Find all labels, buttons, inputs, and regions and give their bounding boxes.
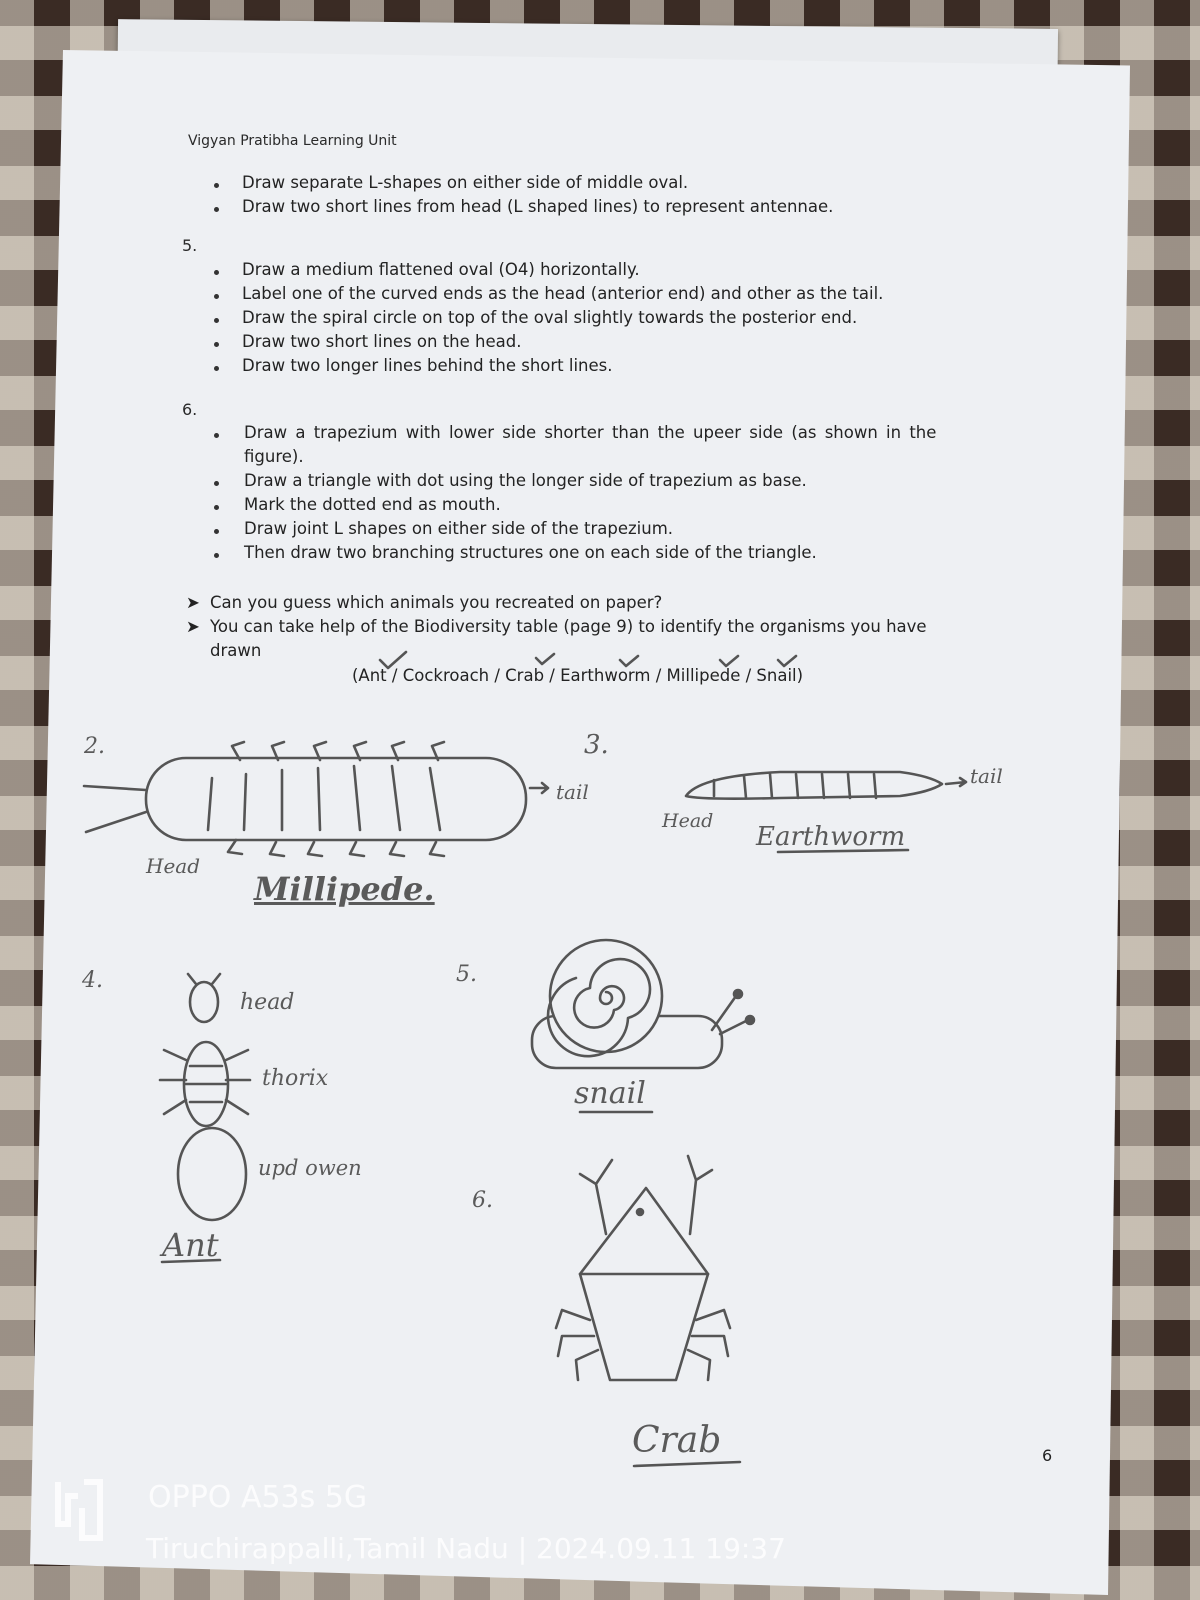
check-mark-icon	[380, 652, 406, 668]
arrow-bullet-icon: ➤	[186, 617, 200, 636]
arrow-icon	[530, 783, 548, 793]
question-line: You can take help of the Biodiversity table (page 9) to identify the organisms you have	[210, 617, 927, 636]
instruction-line: Draw a triangle with dot using the longer side of trapezium as base.	[244, 471, 807, 490]
ant-abdomen-label: upd owen	[258, 1156, 362, 1180]
ant-head	[190, 982, 218, 1022]
handwritten-number: 2.	[84, 734, 105, 759]
ant-abdomen	[178, 1128, 246, 1220]
page-header: Vigyan Pratibha Learning Unit	[188, 133, 397, 149]
ant-head-label: head	[240, 990, 295, 1015]
section-number: 5.	[182, 236, 198, 255]
instruction-line: Draw two longer lines behind the short lines.	[242, 356, 613, 375]
handwritten-number: 4.	[82, 968, 103, 993]
arrow-bullet-icon: ➤	[186, 593, 200, 612]
crab-legs-left	[556, 1310, 598, 1380]
check-mark-icon	[720, 656, 738, 666]
crab-label: Crab	[632, 1420, 722, 1461]
handwritten-number: 3.	[584, 730, 609, 760]
instruction-line: figure).	[244, 447, 304, 466]
ant-thorax-lines	[186, 1066, 226, 1102]
question-line: Can you guess which animals you recreated on paper?	[210, 593, 663, 612]
millipede-lower-legs	[228, 840, 444, 856]
millipede-tail-label: tail	[556, 780, 589, 804]
instruction-line: Draw joint L shapes on either side of the trapezium.	[244, 519, 674, 538]
snail-eye	[734, 990, 742, 998]
watermark-location-time: Tiruchirappalli,Tamil Nadu | 2024.09.11 19:37	[146, 1532, 786, 1565]
earthworm-body	[686, 772, 942, 799]
snail-eye	[746, 1016, 754, 1024]
earthworm-head-label: Head	[662, 810, 714, 832]
check-mark-icon	[778, 656, 796, 666]
crab-trapezium	[580, 1274, 708, 1380]
ant-label: Ant	[162, 1226, 219, 1264]
millipede-antenna	[84, 786, 146, 832]
instruction-line: Draw separate L-shapes on either side of middle oval.	[242, 173, 689, 192]
handwritten-number: 5.	[456, 962, 477, 987]
ant-legs	[160, 1050, 250, 1114]
camera-brand-logo-icon	[54, 1478, 104, 1542]
earthworm-segments	[714, 774, 876, 798]
millipede-segments	[208, 766, 440, 830]
handwritten-number: 6.	[472, 1188, 493, 1213]
snail-tentacles	[712, 996, 748, 1034]
millipede-label: Millipede.	[254, 870, 435, 908]
watermark-device: OPPO A53s 5G	[148, 1480, 368, 1515]
ant-thorax-label: thorix	[262, 1066, 329, 1091]
snail-label: snail	[574, 1076, 646, 1111]
crab-claw-right	[688, 1156, 712, 1234]
crab-mouth-dot	[637, 1209, 643, 1215]
earthworm-tail-label: tail	[970, 764, 1003, 788]
underline	[634, 1462, 740, 1466]
instruction-line: Mark the dotted end as mouth.	[244, 495, 501, 514]
instruction-line: Label one of the curved ends as the head (anterior end) and other as the tail.	[242, 284, 884, 303]
instruction-line: Draw the spiral circle on top of the oval slightly towards the posterior end.	[242, 308, 858, 327]
instruction-line: Draw a medium flattened oval (O4) horizontally.	[242, 260, 640, 279]
check-mark-icon	[620, 656, 638, 666]
options-line: (Ant / Cockroach / Crab / Earthworm / Millipede / Snail)	[352, 666, 804, 685]
instruction-line: Draw two short lines on the head.	[242, 332, 522, 351]
millipede-head-label: Head	[146, 854, 201, 878]
instruction-line: Then draw two branching structures one on each side of the triangle.	[244, 543, 817, 562]
section-number: 6.	[182, 400, 198, 419]
millipede-body	[146, 758, 526, 840]
crab-claw-left	[580, 1160, 612, 1234]
arrow-icon	[946, 778, 966, 786]
instruction-line: Draw two short lines from head (L shaped lines) to represent antennae.	[242, 197, 834, 216]
check-mark-icon	[536, 654, 554, 664]
page-number: 6	[1042, 1446, 1053, 1465]
question-line: drawn	[210, 641, 262, 660]
earthworm-label: Earthworm	[756, 822, 906, 852]
snail-shell	[550, 940, 662, 1052]
instruction-line: Draw a trapezium with lower side shorter than the upeer side (as shown in the	[244, 423, 937, 442]
